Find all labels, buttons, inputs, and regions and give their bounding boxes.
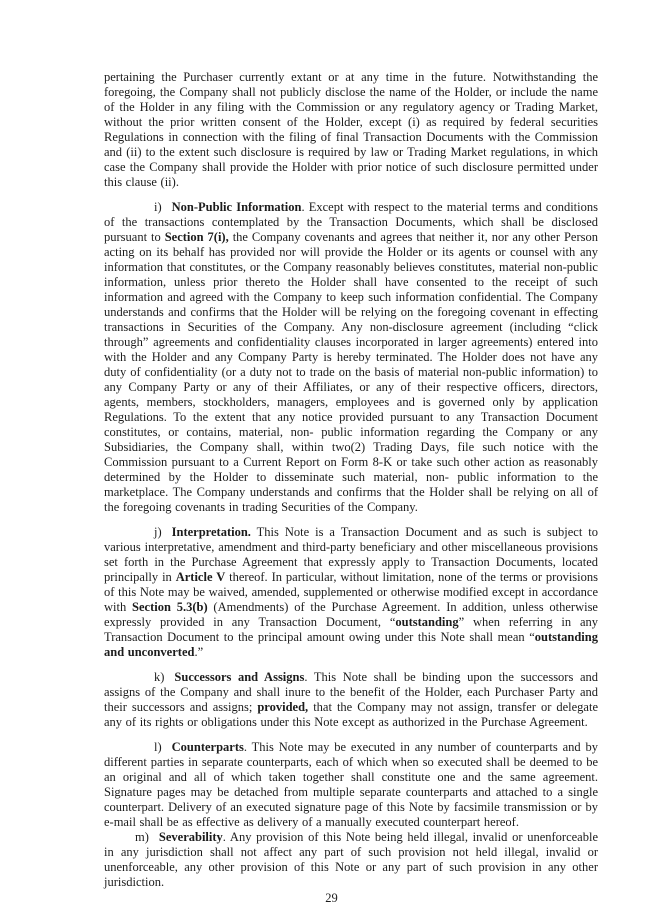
paragraph-text: that the Company may not assign, transfer or delegate any of its rights or obligations under this Note except as authorized in the Purchase Agreement. [104,700,598,729]
clause-label-l: l) [154,740,162,754]
clause-heading-counterparts: Counterparts [171,740,244,754]
paragraph-text: . Any provision of this Note being held illegal, invalid or unenforceable in any jurisdiction shall not affect any part of such provision not held illegal, invalid or unenforceable, any other provision of this Note or any part of such provision in any other jurisdiction. [104,830,598,889]
article-v-reference: Article V [175,570,226,584]
clause-label-i: i) [154,200,162,214]
clause-heading-non-public-information: Non-Public Information [171,200,302,214]
paragraph-text: the Company covenants and agrees that neither it, nor any other Person acting on its behalf has provided nor will provide the Holder or its agents or counsel with any information that constitutes, or the Company reasonably believes constitutes, material non-public information, unless prior thereto the Holder shall have consented to the receipt of such information and agreed with the Company to keep such information confidential. The Company understands and confirms that the Holder will be relying on the foregoing covenant in effecting transactions in Securities of the Company. Any non-disclosure agreement (including “click through” agreements and confidentiality clauses incorporated in larger agreements) entered into with the Holder and any Company Party is hereby terminated. The Holder does not have any duty of confidentiality (or a duty not to trade on the basis of material non-public information) to any Company Party or any of their Affiliates, or any of their respective officers, directors, agents, members, stockholders, managers, employees and is governed only by application Regulations. To the extent that any notice provided pursuant to any Transaction Document constitutes, or contains, material, non- public information regarding the Company or any Subsidiaries, the Company shall, within two(2) Trading Days, file such notice with the Commission pursuant to a Current Report on Form 8-K or take such other action as reasonably determined by the Holder to disseminate such material, non- public information to the marketplace. The Company understands and confirms that the Holder shall be relying on all of the foregoing covenants in trading Securities of the Company. [104,230,599,514]
clause-label-k: k) [154,670,165,684]
paragraph-counterparts [104,740,598,830]
outstanding-and-unconverted-term: outstanding and unconverted [104,630,598,659]
document-text-block [104,70,599,905]
paragraph-text: . This Note shall be binding upon the successors and assigns of the Company and shall inure to the benefit of the Holder, each Purchaser Party and their successors and assigns; [104,670,599,714]
clause-label-m: m) [135,830,149,844]
paragraph-severability [104,830,598,890]
paragraph-successors-and-assigns [104,670,598,730]
clause-heading-successors-and-assigns: Successors and Assigns [174,670,305,684]
clause-label-j: j) [154,525,162,539]
paragraph-text: .” [194,645,204,659]
paragraph-interpretation [104,525,598,660]
provided-term: provided, [257,700,309,714]
outstanding-term: outstanding [395,615,459,629]
paragraph-text: thereof. In particular, without limitation, none of the terms or provisions of this Note may be waived, amended, supplemented or otherwise modified except in accordance with [104,570,598,614]
paragraph-text: . This Note may be executed in any number of counterparts and by different parties in separate counterparts, each of which when so executed shall be deemed to be an original and all of which taken together shall constitute one and the same agreement. Signature pages may be detached from multiple separate counterparts and attached to a single counterpart. Delivery of an executed signature page of this Note by facsimile transmission or by e-mail shall be as effective as delivery of a manually executed counterpart hereof. [104,740,598,829]
page-number: 29 [325,891,338,905]
paragraph-text: pertaining the Purchaser currently extant or at any time in the future. Notwithstanding the foregoing, the Company shall not publicly disclose the name of the Holder, or include the name of the Holder in any filing with the Commission or any regulatory agency or Trading Market, without the prior written consent of the Holder, except (i) as required by federal securities Regulations in connection with the filing of final Transaction Documents with the Commission and (ii) to the extent such disclosure is required by law or Trading Market regulations, in which case the Company shall provide the Holder with prior notice of such disclosure permitted under this clause (ii). [104,70,598,189]
paragraph-text: ” when referring in any Transaction Document to the principal amount owing under this Note shall mean “ [104,615,598,644]
paragraph-confidentiality-continuation [104,70,598,190]
paragraph-text: (Amendments) of the Purchase Agreement. In addition, unless otherwise expressly provided in any Transaction Document, “ [104,600,598,629]
paragraph-text: . Except with respect to the material terms and conditions of the transactions contemplated by the Transaction Documents, which shall be disclosed pursuant to [104,200,598,244]
clause-heading-severability: Severability [158,830,223,844]
paragraph-text: This Note is a Transaction Document and as such is subject to various interpretative, amendment and third-party beneficiary and other miscellaneous provisions set forth in the Purchase Agreement that expressly apply to Transaction Documents, located principally in [104,525,598,584]
section-7i-reference: Section 7(i), [164,230,229,244]
section-53b-reference: Section 5.3(b) [132,600,208,614]
paragraph-non-public-information [104,200,598,515]
clause-heading-interpretation: Interpretation. [171,525,251,539]
